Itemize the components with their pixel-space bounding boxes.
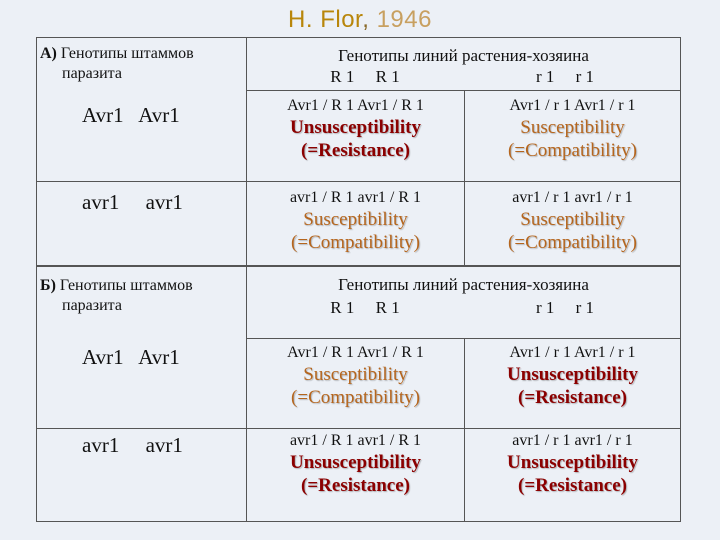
section-a-host-header-line1: Генотипы линий растения-хозяина bbox=[338, 46, 589, 65]
section-b-header-line2: паразита bbox=[62, 297, 122, 314]
result-label: Unsusceptibility bbox=[507, 452, 638, 473]
result-parenthetical: (=Compatibility) bbox=[508, 232, 637, 253]
genotype-combination: Avr1 / R 1 Avr1 / R 1 bbox=[287, 97, 424, 114]
result-label: Unsusceptibility bbox=[290, 117, 421, 138]
divider bbox=[36, 37, 681, 38]
result-parenthetical: (=Resistance) bbox=[301, 475, 410, 496]
divider bbox=[680, 37, 681, 522]
genotype-combination: Avr1 / R 1 Avr1 / R 1 bbox=[287, 344, 424, 361]
genotype-combination: avr1 / R 1 avr1 / R 1 bbox=[289, 189, 422, 206]
result-label: Susceptibility bbox=[520, 117, 625, 138]
parasite-genotype: Avr1 Avr1 bbox=[82, 103, 180, 127]
section-a-header-line1: Генотипы штаммов bbox=[60, 45, 194, 62]
divider bbox=[246, 90, 681, 91]
result-label: Susceptibility bbox=[303, 209, 408, 230]
divider bbox=[36, 37, 37, 522]
result-parenthetical: (=Compatibility) bbox=[291, 387, 420, 408]
section-a-left-header bbox=[40, 44, 245, 84]
result-label: Unsusceptibility bbox=[507, 364, 638, 385]
divider bbox=[36, 181, 681, 182]
table-cell bbox=[465, 343, 680, 409]
table-cell bbox=[247, 431, 464, 497]
page-title bbox=[0, 6, 720, 34]
result-parenthetical: (=Resistance) bbox=[518, 387, 627, 408]
section-b-host-header bbox=[247, 274, 680, 295]
table-cell bbox=[465, 96, 680, 162]
divider bbox=[36, 428, 681, 429]
divider bbox=[36, 521, 681, 522]
table-cell bbox=[465, 188, 680, 254]
title-author: H. Flor bbox=[288, 6, 363, 33]
title-year: 1946 bbox=[376, 6, 432, 33]
divider bbox=[246, 338, 681, 339]
section-b-left-header bbox=[40, 276, 245, 316]
parasite-genotype: Avr1 Avr1 bbox=[82, 345, 180, 369]
result-parenthetical: (=Resistance) bbox=[518, 475, 627, 496]
section-a-host-header bbox=[247, 45, 680, 66]
divider bbox=[36, 265, 681, 267]
table-cell bbox=[247, 188, 464, 254]
genotype-combination: avr1 / R 1 avr1 / R 1 bbox=[289, 432, 422, 449]
table-cell bbox=[465, 431, 680, 497]
section-b-host-col1: R 1 R 1 bbox=[330, 298, 400, 317]
table-cell bbox=[247, 343, 464, 409]
result-label: Susceptibility bbox=[303, 364, 408, 385]
title-comma: , bbox=[362, 6, 370, 33]
table-cell bbox=[247, 96, 464, 162]
genotype-combination: avr1 / r 1 avr1 / r 1 bbox=[512, 189, 633, 206]
section-b-host-header-line1: Генотипы линий растения-хозяина bbox=[338, 275, 589, 294]
result-label: Unsusceptibility bbox=[290, 452, 421, 473]
result-parenthetical: (=Compatibility) bbox=[508, 140, 637, 161]
section-a-host-col1: R 1 R 1 bbox=[330, 67, 400, 86]
result-parenthetical: (=Compatibility) bbox=[291, 232, 420, 253]
section-a-header-line2: паразита bbox=[62, 65, 122, 82]
parasite-genotype: avr1 avr1 bbox=[82, 433, 183, 457]
result-parenthetical: (=Resistance) bbox=[301, 140, 410, 161]
section-b-header-line1: Генотипы штаммов bbox=[59, 277, 193, 294]
genotype-combination: avr1 / r 1 avr1 / r 1 bbox=[512, 432, 633, 449]
genotype-combination: Avr1 / r 1 Avr1 / r 1 bbox=[509, 97, 636, 114]
parasite-genotype: avr1 avr1 bbox=[82, 190, 183, 214]
genotype-combination: Avr1 / r 1 Avr1 / r 1 bbox=[509, 344, 636, 361]
section-b-tag: Б) bbox=[40, 277, 56, 294]
result-label: Susceptibility bbox=[520, 209, 625, 230]
section-b-host-col2: r 1 r 1 bbox=[535, 298, 595, 317]
section-a-host-col2: r 1 r 1 bbox=[535, 67, 595, 86]
section-a-tag: А) bbox=[40, 45, 57, 62]
